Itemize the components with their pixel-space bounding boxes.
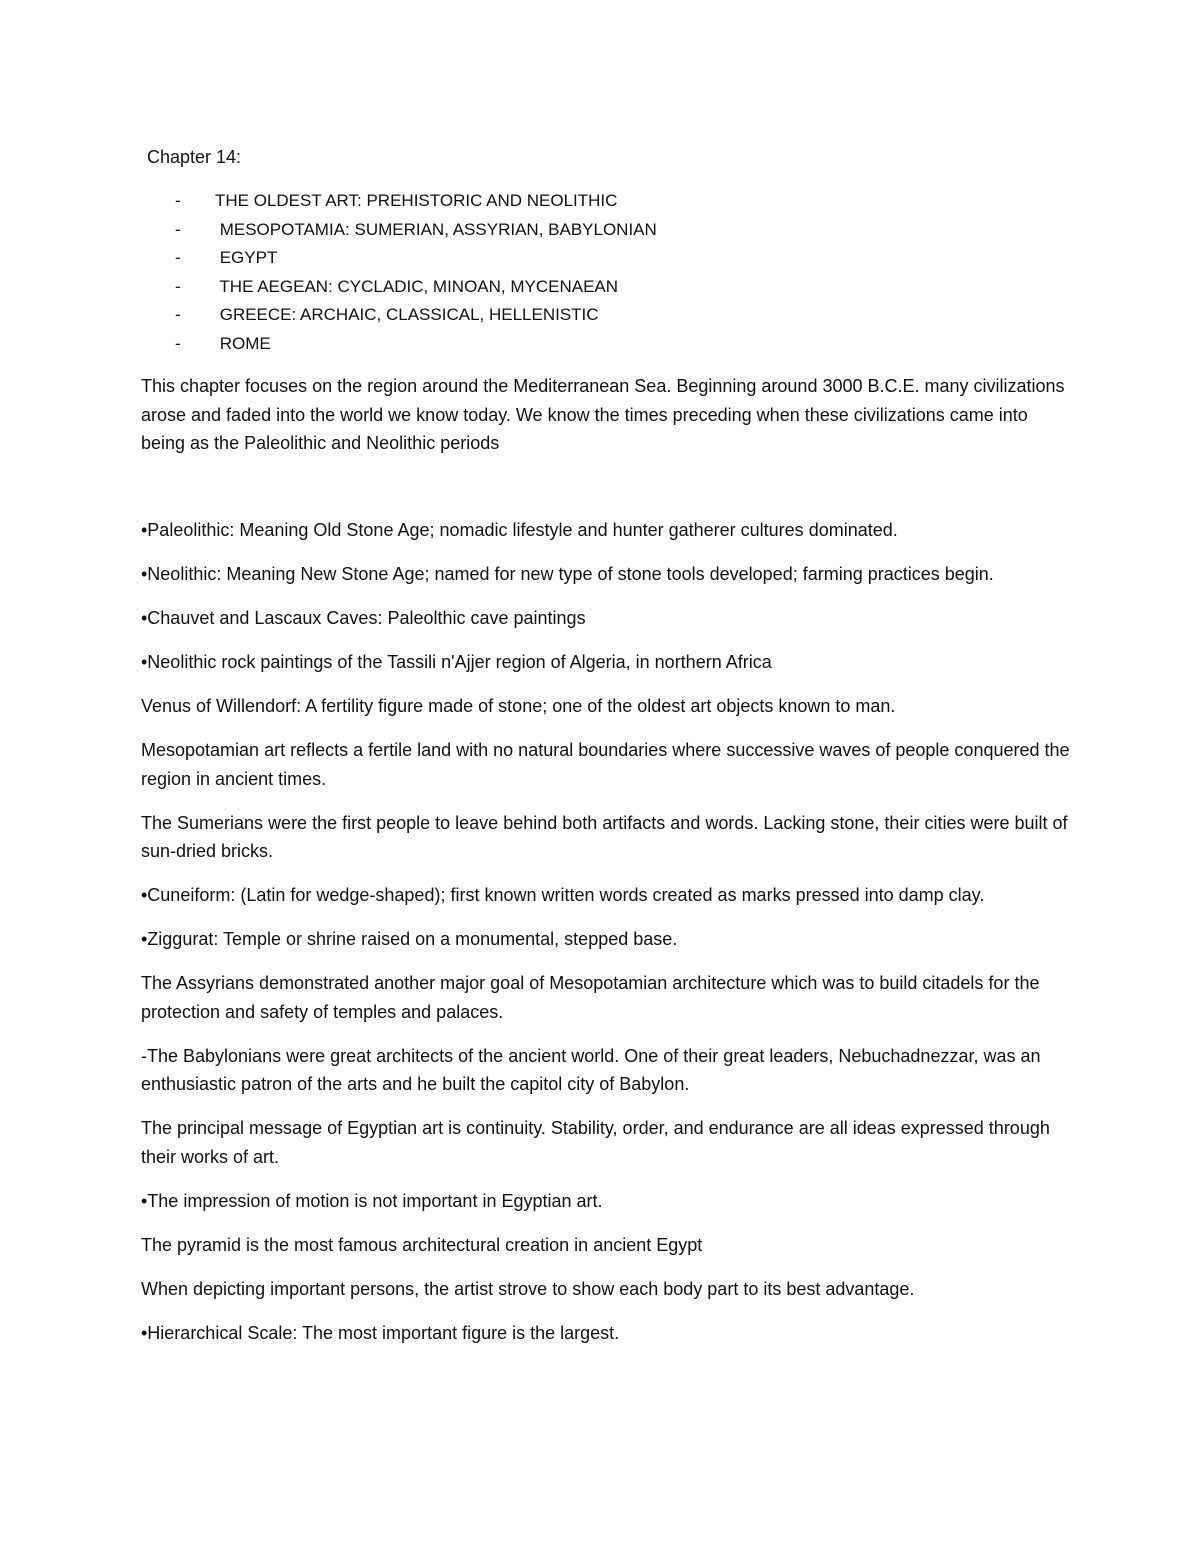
chapter-heading: Chapter 14:: [147, 147, 242, 167]
dash-marker: -: [175, 219, 181, 239]
note-paragraph: The Sumerians were the first people to leave behind both artifacts and words. Lacking stone, their cities were built of sun-dried bricks.: [141, 812, 1068, 861]
topic-text: THE AEGEAN: CYCLADIC, MINOAN, MYCENAEAN: [215, 276, 619, 296]
note-paragraph: •Neolithic rock paintings of the Tassili n'Ajjer region of Algeria, in northern Africa: [141, 652, 772, 672]
topic-item: [175, 218, 657, 247]
notes-body: [141, 516, 1071, 1363]
dash-marker: -: [175, 305, 181, 325]
note-paragraph: Mesopotamian art reflects a fertile land with no natural boundaries where successive waves of people conquered the region in ancient times.: [141, 740, 1070, 789]
topic-item: [175, 246, 657, 275]
note-paragraph: When depicting important persons, the artist strove to show each body part to its best advantage.: [141, 1278, 915, 1299]
note-paragraph: •Ziggurat: Temple or shrine raised on a monumental, stepped base.: [141, 929, 678, 949]
topic-item: [175, 332, 657, 361]
note-paragraph: The Assyrians demonstrated another major goal of Mesopotamian architecture which was to build citadels for the protection and safety of temples and palaces.: [141, 973, 1040, 1022]
topic-text: THE OLDEST ART: PREHISTORIC AND NEOLITHIC: [215, 191, 618, 210]
topic-text: GREECE: ARCHAIC, CLASSICAL, HELLENISTIC: [215, 305, 599, 325]
dash-marker: -: [175, 333, 181, 353]
topic-item: [175, 303, 657, 332]
note-paragraph: •Hierarchical Scale: The most important figure is the largest.: [141, 1322, 620, 1343]
note-paragraph: •Chauvet and Lascaux Caves: Paleolthic cave paintings: [141, 608, 586, 628]
note-paragraph: The principal message of Egyptian art is continuity. Stability, order, and endurance are all ideas expressed through their works of art.: [141, 1118, 1050, 1167]
topic-text: EGYPT: [215, 248, 278, 268]
note-paragraph: •The impression of motion is not important in Egyptian art.: [141, 1190, 603, 1211]
topic-list: [175, 189, 657, 361]
topic-text: MESOPOTAMIA: SUMERIAN, ASSYRIAN, BABYLONIAN: [215, 219, 657, 239]
note-paragraph: •Neolithic: Meaning New Stone Age; named for new type of stone tools developed; farming practices begin.: [141, 564, 994, 584]
note-paragraph: •Paleolithic: Meaning Old Stone Age; nomadic lifestyle and hunter gatherer cultures dominated.: [141, 520, 898, 540]
topic-item: [175, 189, 657, 218]
topic-text: ROME: [215, 333, 271, 353]
note-paragraph: -The Babylonians were great architects of the ancient world. One of their great leaders, Nebuchadnezzar, was an enthusiastic patron of the arts and he built the capitol city of Babylon.: [141, 1045, 1041, 1094]
note-paragraph: •Cuneiform: (Latin for wedge-shaped); first known written words created as marks pressed into damp clay.: [141, 885, 985, 905]
dash-marker: -: [175, 248, 181, 268]
note-paragraph: Venus of Willendorf: A fertility figure made of stone; one of the oldest art objects known to man.: [141, 696, 896, 716]
dash-marker: -: [175, 276, 181, 296]
topic-item: [175, 275, 657, 304]
note-paragraph: The pyramid is the most famous architectural creation in ancient Egypt: [141, 1234, 703, 1255]
intro-paragraph: This chapter focuses on the region around the Mediterranean Sea. Beginning around 3000 B.C.E. many civilizations arose and faded into the world we know today. We know the times preceding when these civilizations came into being as the Paleolithic and Neolithic periods: [141, 376, 1065, 453]
dash-marker: -: [175, 191, 181, 210]
